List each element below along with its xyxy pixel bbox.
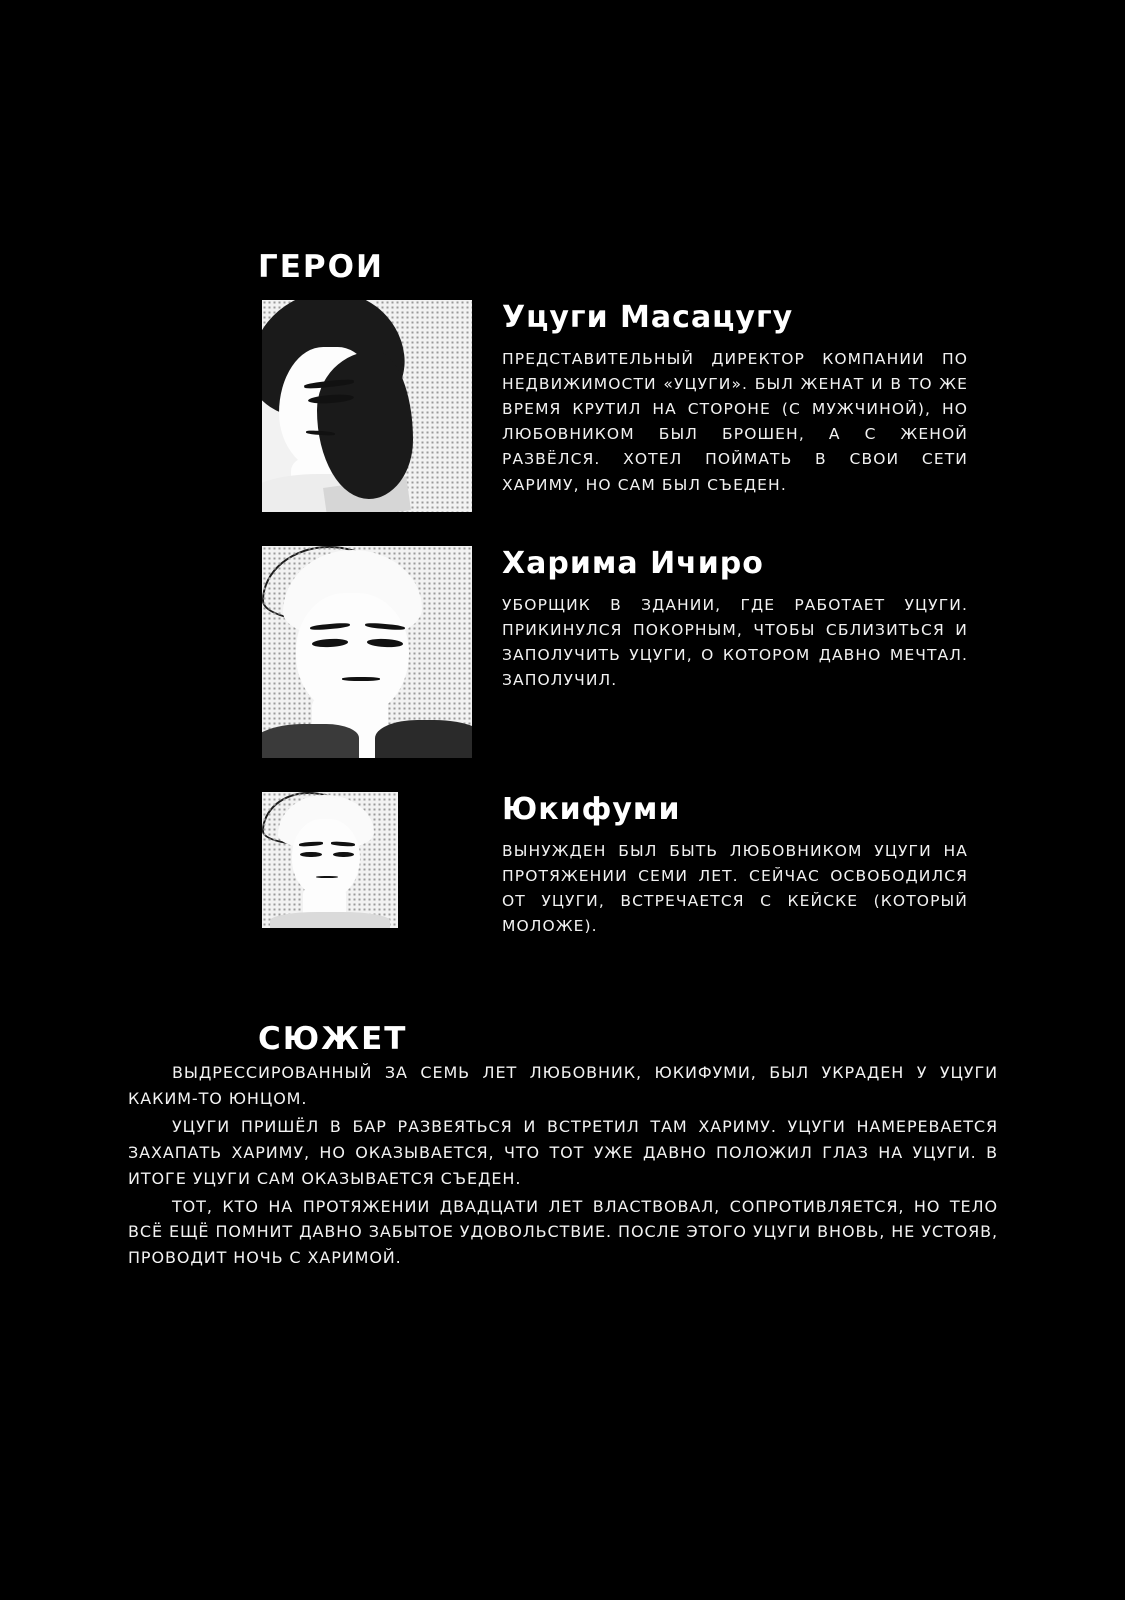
- plot-paragraph: ТОТ, КТО НА ПРОТЯЖЕНИИ ДВАДЦАТИ ЛЕТ ВЛАСТВОВАЛ, СОПРОТИВЛЯЕТСЯ, НО ТЕЛО ВСЁ ЕЩЁ ПОМНИТ ДАВНО ЗАБЫТОЕ УДОВОЛЬСТВИЕ. ПОСЛЕ ЭТОГО УЦУГИ ВНОВЬ, НЕ УСТОЯВ, ПРОВОДИТ НОЧЬ С ХАРИМОЙ.: [128, 1196, 998, 1268]
- plot-body: [128, 1060, 998, 1273]
- character-portrait-utsugi: [262, 300, 472, 512]
- character-name: Юкифуми: [502, 792, 681, 827]
- character-entry: [262, 300, 968, 512]
- character-text: [502, 300, 968, 498]
- character-description: ПРЕДСТАВИТЕЛЬНЫЙ ДИРЕКТОР КОМПАНИИ ПО НЕДВИЖИМОСТИ «УЦУГИ». БЫЛ ЖЕНАТ И В ТО ЖЕ ВРЕМЯ КРУТИЛ НА СТОРОНЕ (С МУЖЧИНОЙ), НО ЛЮБОВНИКОМ БЫЛ БРОШЕН, А С ЖЕНОЙ РАЗВЁЛСЯ. ХОТЕЛ ПОЙМАТЬ В СВОИ СЕТИ ХАРИМУ, НО САМ БЫЛ СЪЕДЕН.: [502, 350, 968, 494]
- character-entry: [262, 546, 968, 758]
- character-description: УБОРЩИК В ЗДАНИИ, ГДЕ РАБОТАЕТ УЦУГИ. ПРИКИНУЛСЯ ПОКОРНЫМ, ЧТОБЫ СБЛИЗИТЬСЯ И ЗАПОЛУЧИТЬ УЦУГИ, О КОТОРОМ ДАВНО МЕЧТАЛ. ЗАПОЛУЧИЛ.: [502, 596, 968, 690]
- plot-paragraph: ВЫДРЕССИРОВАННЫЙ ЗА СЕМЬ ЛЕТ ЛЮБОВНИК, ЮКИФУМИ, БЫЛ УКРАДЕН У УЦУГИ КАКИМ-ТО ЮНЦОМ.: [128, 1063, 998, 1108]
- character-portrait-yukifumi: [262, 792, 398, 928]
- character-name: Уцуги Масацугу: [502, 300, 794, 335]
- character-portrait-harima: [262, 546, 472, 758]
- character-text: [502, 546, 968, 693]
- character-name: Харима Ичиро: [502, 546, 764, 581]
- plot-section-heading: СЮЖЕТ: [258, 1020, 408, 1057]
- character-description: ВЫНУЖДЕН БЫЛ БЫТЬ ЛЮБОВНИКОМ УЦУГИ НА ПРОТЯЖЕНИИ СЕМИ ЛЕТ. СЕЙЧАС ОСВОБОДИЛСЯ ОТ УЦУГИ, ВСТРЕЧАЕТСЯ С КЕЙСКЕ (КОТОРЫЙ МОЛОЖЕ).: [502, 842, 968, 936]
- character-text: [502, 792, 968, 939]
- character-entry: [262, 792, 968, 939]
- plot-paragraph: УЦУГИ ПРИШЁЛ В БАР РАЗВЕЯТЬСЯ И ВСТРЕТИЛ ТАМ ХАРИМУ. УЦУГИ НАМЕРЕВАЕТСЯ ЗАХАПАТЬ ХАРИМУ, НО ОКАЗЫВАЕТСЯ, ЧТО ТОТ УЖЕ ДАВНО ПОЛОЖИЛ ГЛАЗ НА УЦУГИ. В ИТОГЕ УЦУГИ САМ ОКАЗЫВАЕТСЯ СЪЕДЕН.: [128, 1116, 998, 1188]
- heroes-section-heading: ГЕРОИ: [258, 248, 384, 285]
